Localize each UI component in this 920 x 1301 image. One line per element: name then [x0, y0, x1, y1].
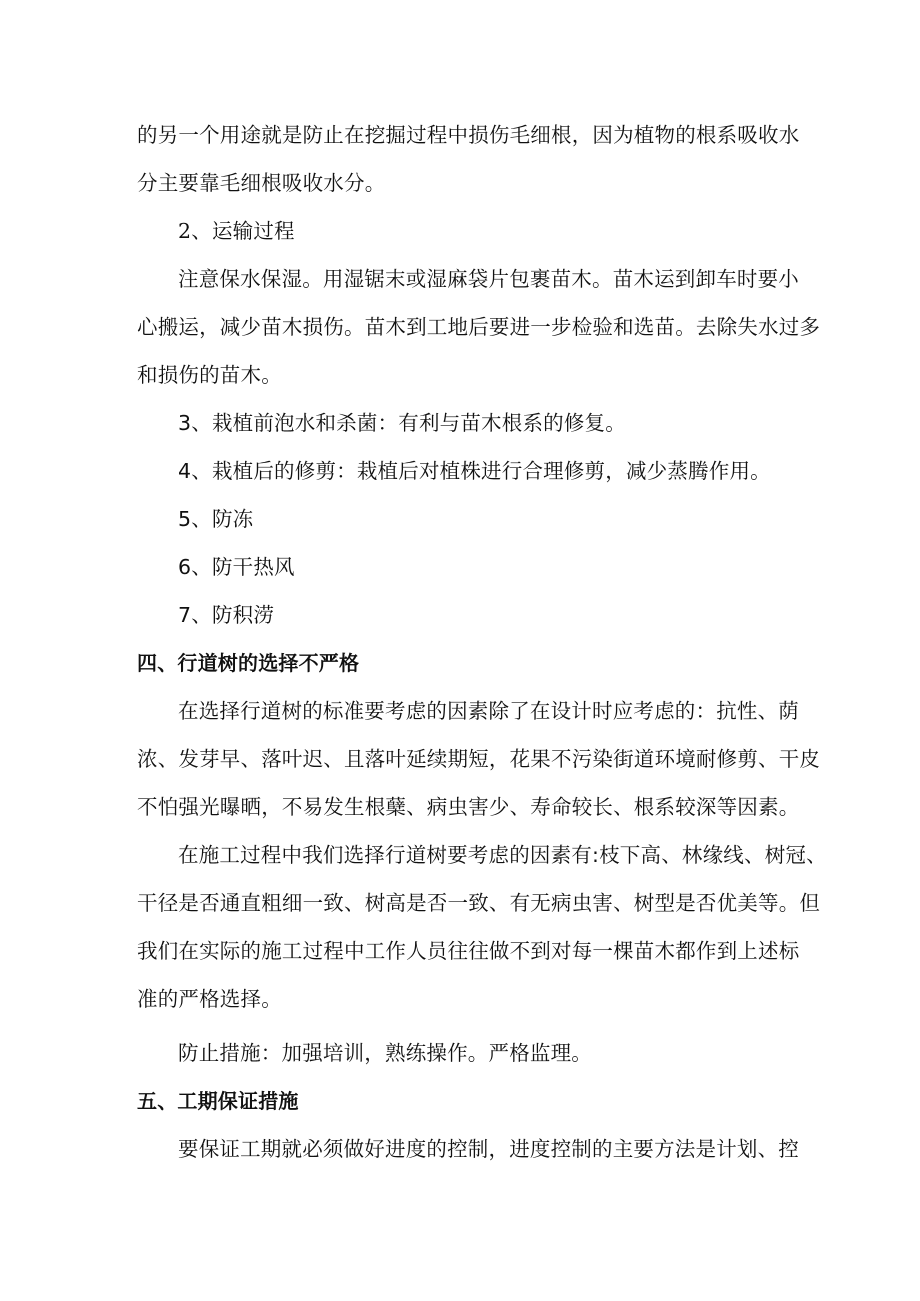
section-heading: 五、工期保证措施: [137, 1089, 299, 1113]
list-item: 4、栽植后的修剪：栽植后对植株进行合理修剪，减少蒸腾作用。: [178, 459, 771, 483]
paragraph-line: 准的严格选择。: [137, 987, 282, 1011]
paragraph-line: 干径是否通直粗细一致、树高是否一致、有无病虫害、树型是否优美等。但: [137, 891, 821, 915]
list-item: 5、防冻: [178, 507, 254, 531]
paragraph-line: 和损伤的苗木。: [137, 363, 282, 387]
paragraph-line: 在选择行道树的标准要考虑的因素除了在设计时应考虑的：抗性、荫: [178, 699, 799, 723]
paragraph-line: 分主要靠毛细根吸收水分。: [137, 171, 386, 195]
paragraph-line: 要保证工期就必须做好进度的控制，进度控制的主要方法是计划、控: [178, 1137, 799, 1161]
list-item: 2、运输过程: [178, 219, 295, 243]
list-item: 6、防干热风: [178, 555, 295, 579]
paragraph-line: 的另一个用途就是防止在挖掘过程中损伤毛细根，因为植物的根系吸收水: [137, 123, 800, 147]
list-item: 3、栽植前泡水和杀菌：有利与苗木根系的修复。: [178, 411, 626, 435]
paragraph-line: 心搬运，减少苗木损伤。苗木到工地后要进一步检验和选苗。去除失水过多: [137, 315, 821, 339]
list-item: 7、防积涝: [178, 603, 275, 627]
section-heading: 四、行道树的选择不严格: [137, 651, 360, 675]
paragraph-line: 防止措施：加强培训，熟练操作。严格监理。: [178, 1041, 592, 1065]
paragraph-line: 浓、发芽早、落叶迟、且落叶延续期短，花果不污染街道环境耐修剪、干皮: [137, 747, 821, 771]
paragraph-line: 注意保水保湿。用湿锯末或湿麻袋片包裹苗木。苗木运到卸车时要小: [178, 267, 799, 291]
paragraph-line: 我们在实际的施工过程中工作人员往往做不到对每一棵苗木都作到上述标: [137, 939, 800, 963]
paragraph-line: 在施工过程中我们选择行道树要考虑的因素有:枝下高、林缘线、树冠、: [178, 843, 827, 867]
paragraph-line: 不怕强光曝晒，不易发生根蘖、病虫害少、寿命较长、根系较深等因素。: [137, 795, 800, 819]
